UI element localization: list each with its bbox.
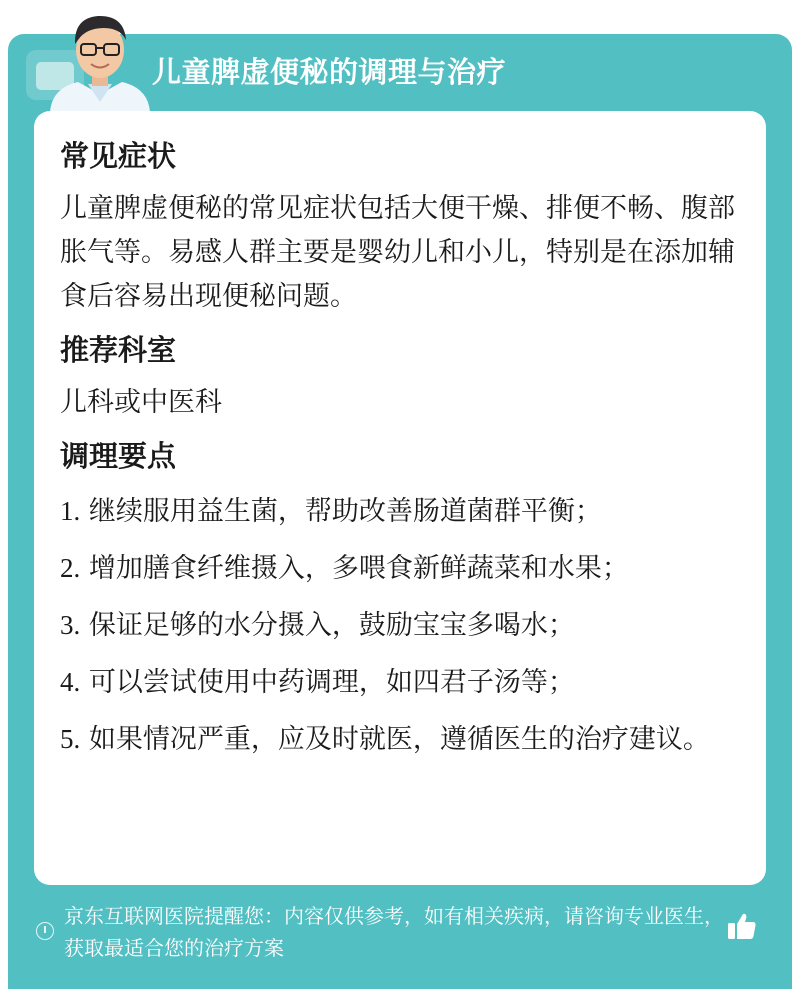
list-item [60,489,740,534]
list-item [60,603,740,648]
list-item-number: 5. [60,724,81,754]
list-item-number: 1. [60,496,81,526]
content-panel [34,111,766,885]
disclaimer-text: 京东互联网医院提醒您：内容仅供参考，如有相关疾病，请咨询专业医生，获取最适合您的治疗方案 [64,904,724,960]
department-text: 儿科或中医科 [60,387,222,418]
list-item [60,546,740,591]
list-item-number: 3. [60,610,81,640]
list-item-text: 增加膳食纤维摄入，多喂食新鲜蔬菜和水果； [88,553,629,584]
list-item [60,717,740,762]
thumbs-up-icon[interactable] [726,910,758,942]
page-title: 儿童脾虚便秘的调理与治疗 [152,55,507,89]
symptoms-text: 儿童脾虚便秘的常见症状包括大便干燥、排便不畅、腹部胀气等。易感人群主要是婴幼儿和小儿，特别是在添加辅食后容易出现便秘问题。 [60,193,735,312]
list-item-number: 2. [60,553,81,583]
list-item-text: 如果情况严重，应及时就医，遵循医生的治疗建议。 [88,724,710,755]
section-heading-care: 调理要点 [60,441,177,473]
doctor-avatar [40,2,160,112]
section-heading-symptoms: 常见症状 [60,141,177,173]
list-item-number: 4. [60,667,81,697]
info-icon [36,922,54,940]
list-item-text: 可以尝试使用中药调理，如四君子汤等； [88,667,575,698]
list-item-text: 继续服用益生菌，帮助改善肠道菌群平衡； [88,496,602,527]
list-item-text: 保证足够的水分摄入，鼓励宝宝多喝水； [88,610,575,641]
care-list [60,489,740,762]
list-item [60,660,740,705]
section-heading-department: 推荐科室 [60,335,177,367]
